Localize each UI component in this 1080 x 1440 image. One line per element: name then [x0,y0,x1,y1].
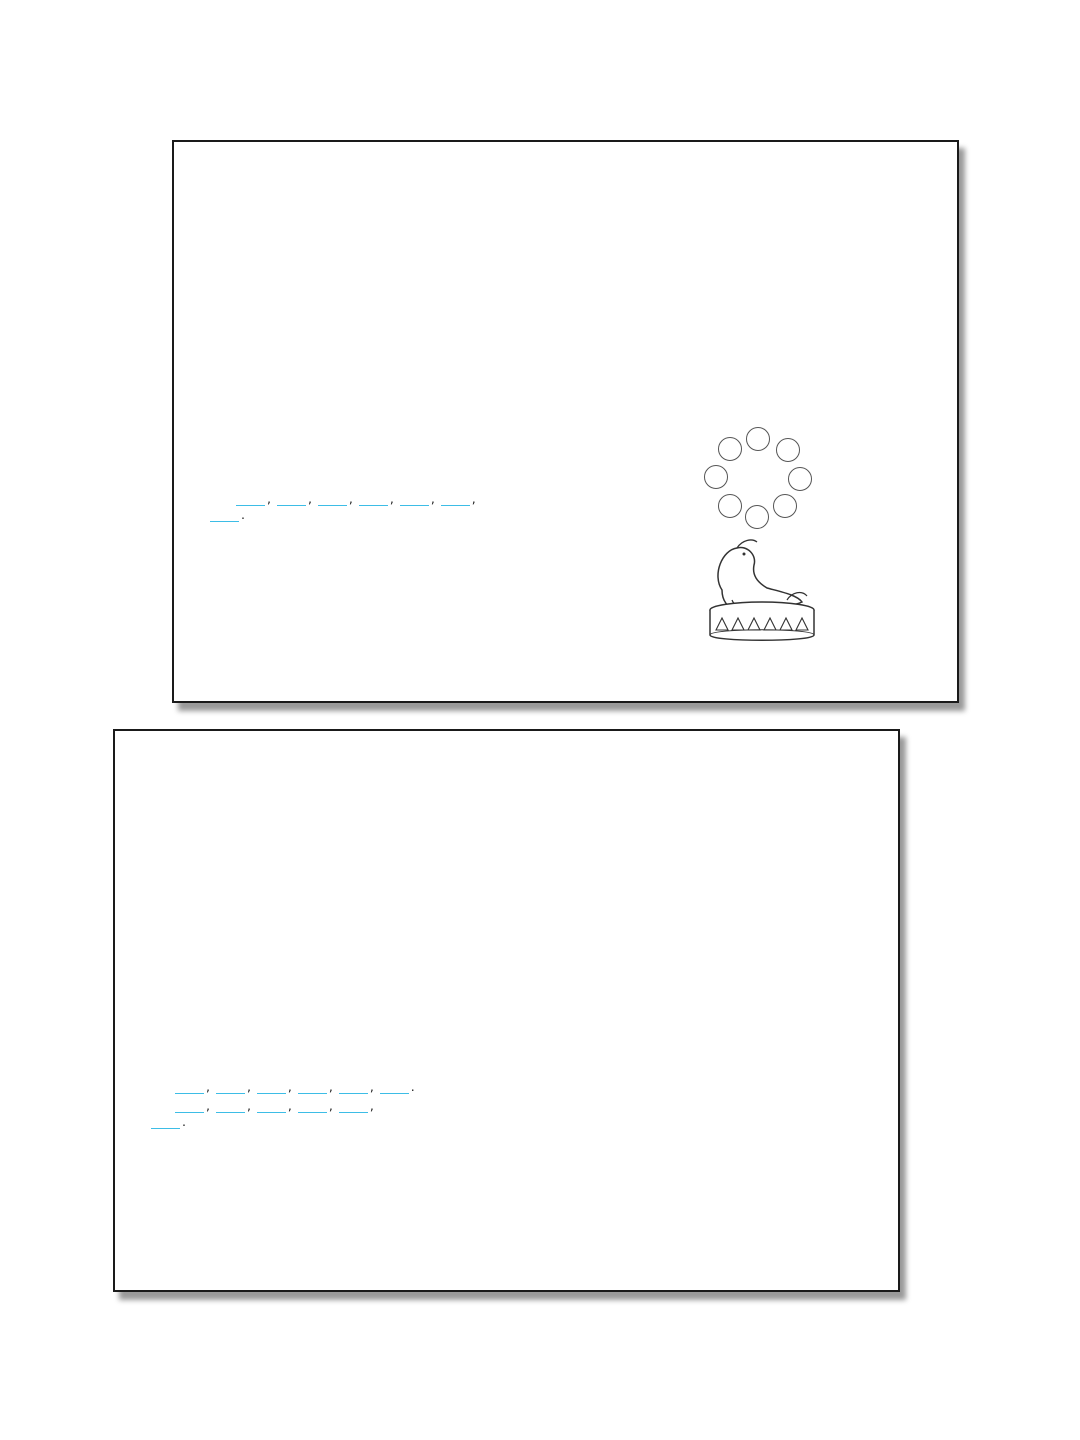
answer-blank[interactable] [359,495,388,506]
task4-header [149,1135,173,1150]
number-ball[interactable] [718,437,742,461]
answer-blank[interactable] [210,511,239,522]
number-sequence-2: , , , , , [173,1098,374,1113]
number-ball[interactable] [746,427,770,451]
answer-blank[interactable] [441,495,470,506]
number-ball[interactable] [776,438,800,462]
answer-blank[interactable] [257,1083,286,1094]
answer-blank[interactable] [339,1083,368,1094]
bottom-spread [113,729,900,1292]
number-ball[interactable] [718,494,742,518]
number-sequence: , , , , , , [234,491,476,506]
answer-blank[interactable] [216,1102,245,1113]
answer-blank[interactable] [380,1083,409,1094]
task3-header [208,471,232,486]
number-sequence-1: , , , , , . [173,1079,415,1094]
task5-header [541,1015,565,1030]
answer-blank[interactable] [175,1083,204,1094]
answer-blank[interactable] [298,1083,327,1094]
answer-blank[interactable] [400,495,429,506]
task2-header [149,758,173,773]
answer-blank[interactable] [151,1118,180,1129]
task2-header [208,169,232,184]
answer-blank[interactable] [277,495,306,506]
seal-illustration [702,530,827,650]
top-spread [172,140,959,703]
number-sequence-cont: . [208,507,245,522]
task3-header [149,1060,173,1075]
number-sequence-2-cont: . [149,1114,186,1129]
answer-blank[interactable] [216,1083,245,1094]
number-ball[interactable] [704,465,728,489]
number-ball[interactable] [788,467,812,491]
answer-blank[interactable] [175,1102,204,1113]
task5-header [600,401,624,416]
answer-blank[interactable] [339,1102,368,1113]
answer-blank[interactable] [298,1102,327,1113]
answer-blank[interactable] [318,495,347,506]
number-ball[interactable] [773,494,797,518]
answer-blank[interactable] [236,495,265,506]
answer-blank[interactable] [257,1102,286,1113]
task4-header [208,527,232,542]
number-ball[interactable] [745,505,769,529]
